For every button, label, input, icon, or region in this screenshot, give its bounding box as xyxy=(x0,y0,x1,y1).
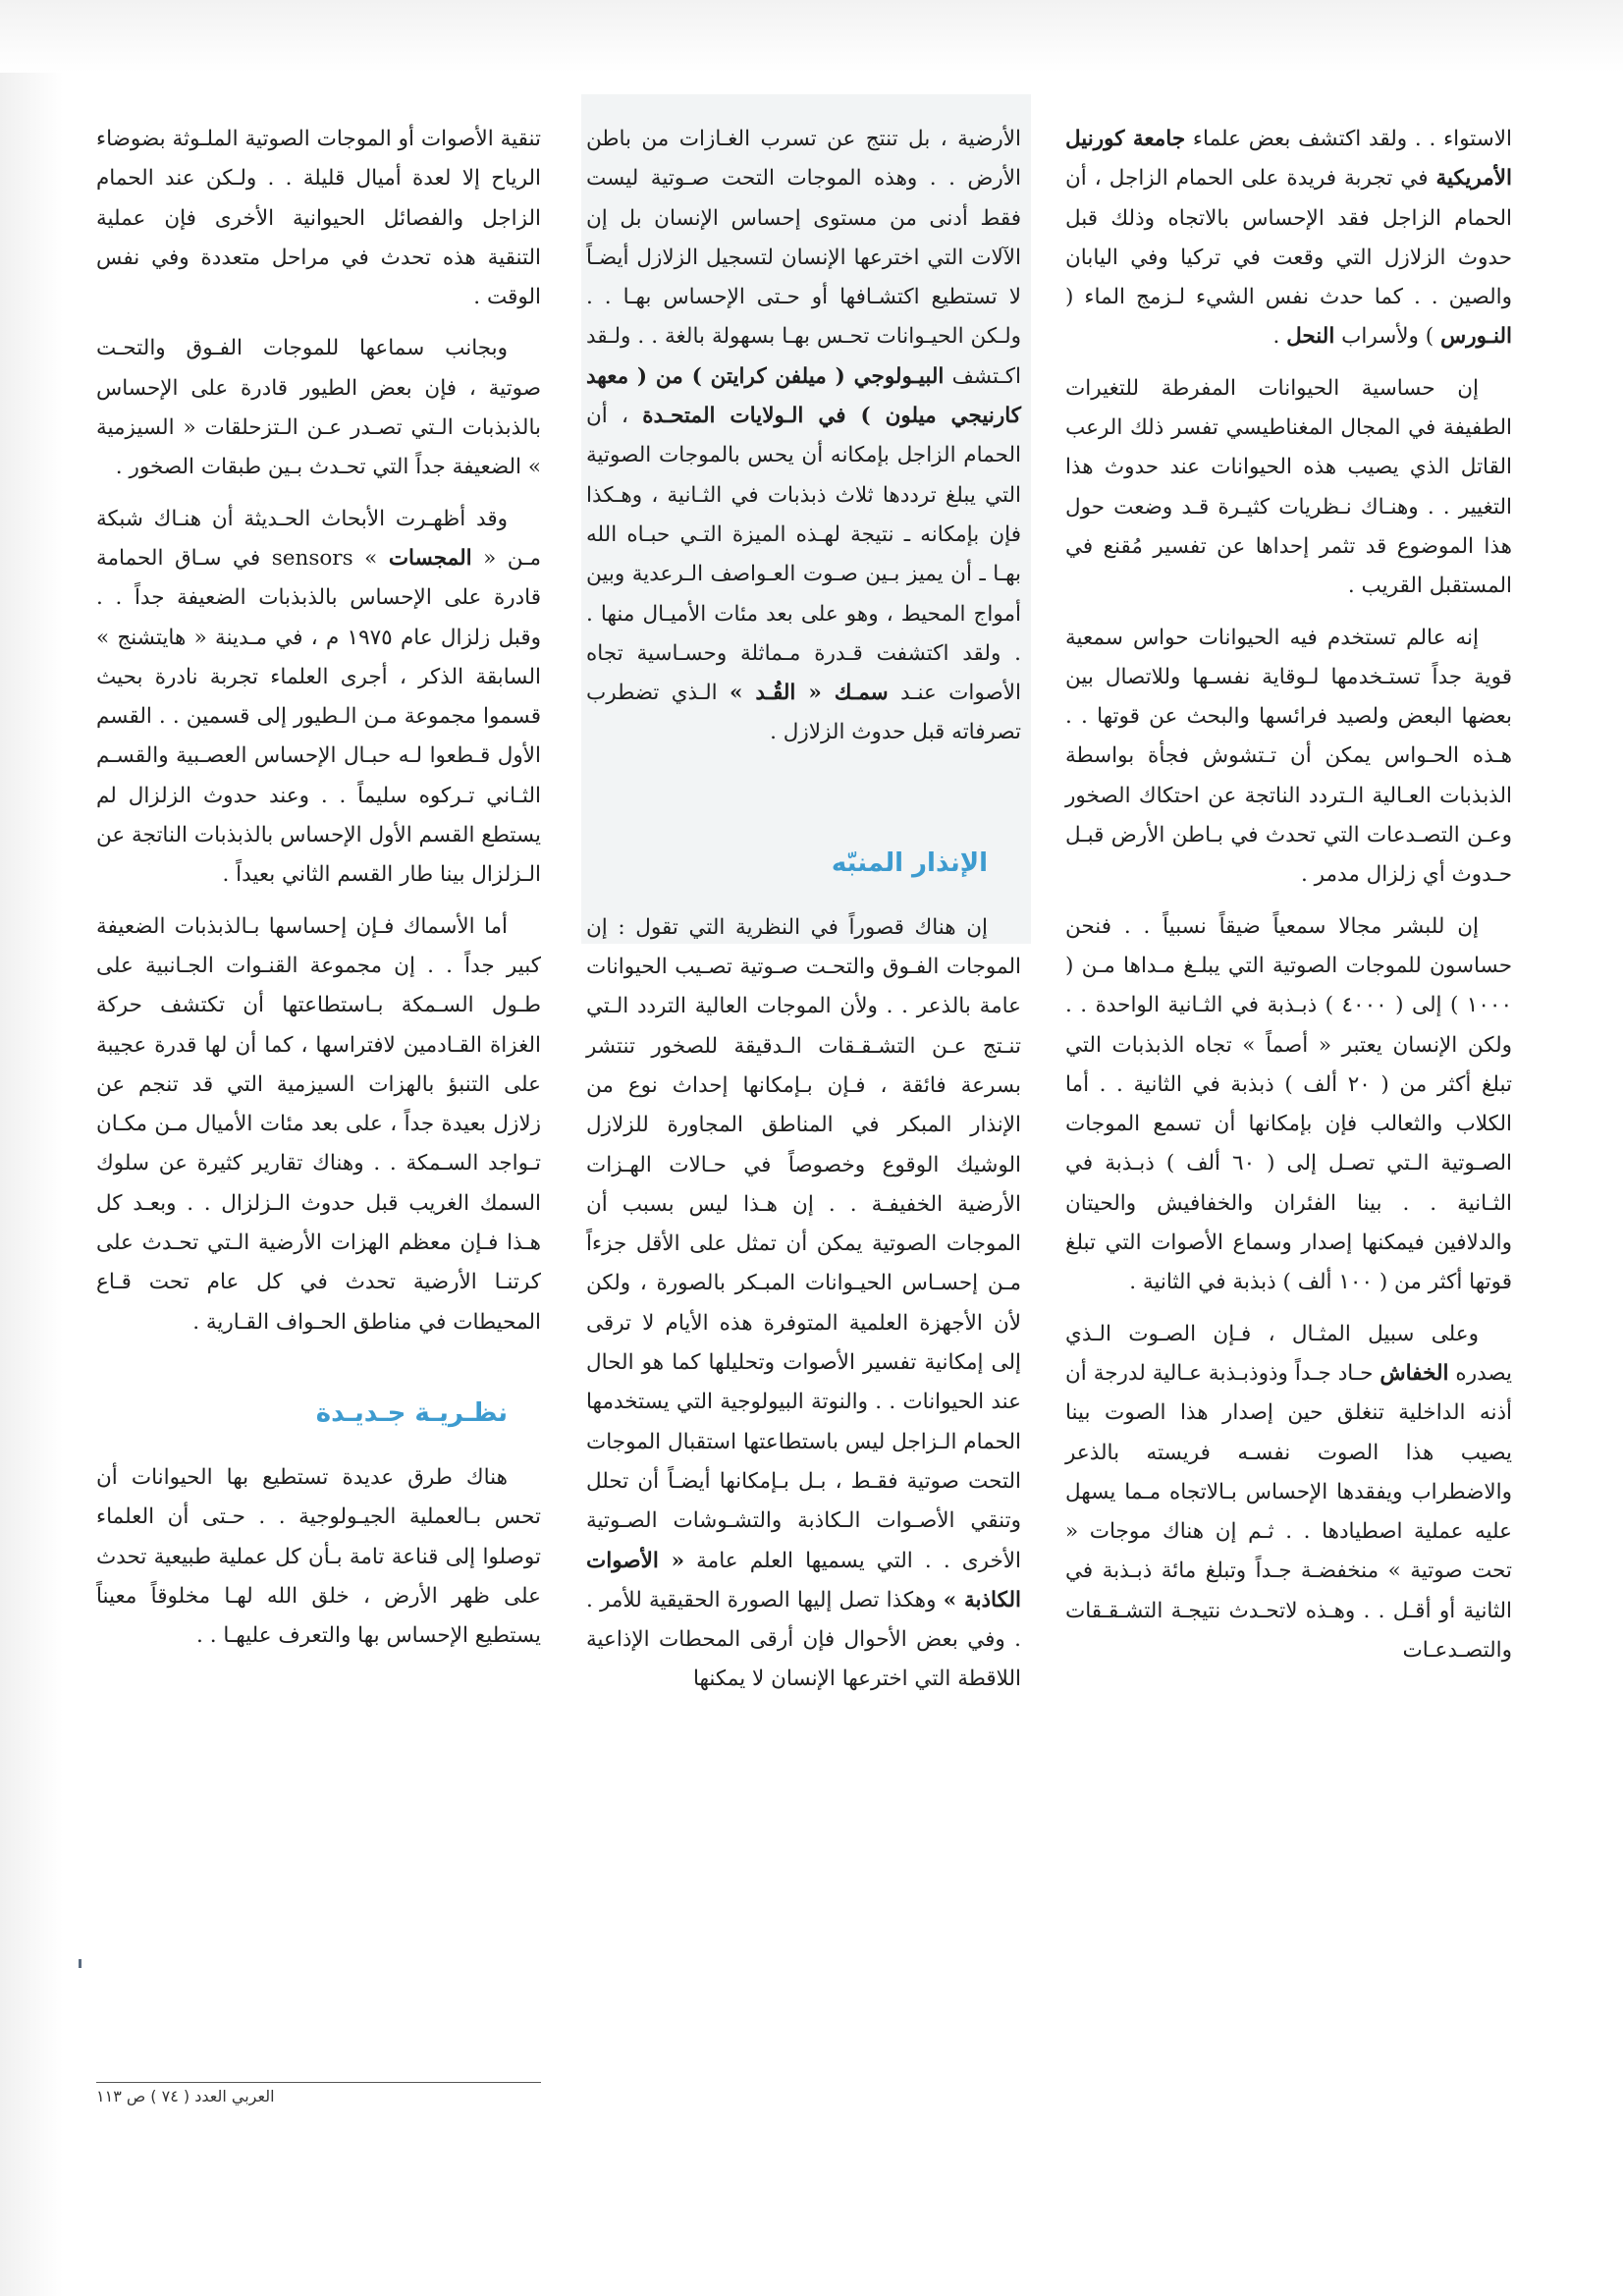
paragraph-text: ) ولأسراب xyxy=(1334,324,1440,350)
paragraph-text: الـذي تضطرب تصرفاته قبل حدوث الزلازل . xyxy=(586,681,1021,745)
paragraph-text: أما الأسماك فـإن إحساسها بـالذبذبات الضعيفة كبير جداً . . إن مجموعة القنـوات الجـانبية على طـول السـمكة بـاستطاعتها أن تكتشف حركة الغزاة القـادمين لافتراسها ، كما أن لها قدرة عجيبة على التنبؤ بالهزات السيزمية التي قد تنجم عن زلازل بعيدة جداً ، على بعد مئات الأميال مـن مكـان تـواجد السـمكة . . وهناك تقارير كثيرة عن سلوك السمك الغريب قبل حدوث الـزلزال . . وبعـد كل هـذا فـإن معظم الهزات الأرضية الـتي تحـدث على كرتنـا الأرضية تحدث في كل عام تحت قـاع المحيطات في مناطق الحـواف القـارية . xyxy=(96,913,541,1335)
emphasized-term: البيـولوجي ( ميلفن كرايتن ) من ( معهد كارنيجي ميلون ) في الـولايات المتحـدة xyxy=(586,363,1021,429)
article-paragraph xyxy=(96,500,541,896)
section-heading: نظـريـة جـديـدة xyxy=(315,1397,508,1428)
article-paragraph xyxy=(96,907,541,1342)
paragraph-text: تنقية الأصوات أو الموجات الصوتية الملـوثة بضوضاء الرياح إلا لعدة أميال قليلة . . ولـكن عند الحمام الزاجل والفصائل الحيوانية الأخرى فإن عملية التنقية هذه تحدث في مراحل متعددة وفي نفس الوقت . xyxy=(96,127,541,310)
article-paragraph xyxy=(1065,369,1512,607)
article-paragraph xyxy=(96,120,541,317)
emphasized-term: المجسات xyxy=(388,545,472,571)
emphasized-term: سمـك « القُـد » xyxy=(729,681,889,706)
scan-edge-top xyxy=(0,0,1623,73)
article-paragraph xyxy=(1065,120,1512,357)
article-column-right xyxy=(1065,120,1512,1670)
scan-edge-left xyxy=(0,0,63,2296)
article-paragraph xyxy=(96,1458,541,1656)
paragraph-text: وعلى سبيل المثـال ، فـإن الصـوت الـذي يصدره xyxy=(1065,1321,1512,1386)
paragraph-text: الأرضية ، بل تنتج عن تسرب الغـازات من باطن الأرض . . وهذه الموجات التحت صـوتية ليست فقط أدنى من مستوى إحساس الإنسان بل إن الآلات التي اخترعها الإنسان لتسجيل الزلازل أيضـاً لا تستطيع اكتشـافها أو حـتى الإحساس بهـا . . ولـكن الحيـوانات تحـس بهـا بسهولة بالغة . . ولـقد اكـتشف xyxy=(586,127,1022,389)
paragraph-text: إن للبشر مجالا سمعياً ضيقاً نسبياً . . فنحن حساسون للموجات الصوتية التي يبلـغ مـداها مـن ( ١٠٠٠ ) إلى ( ٤٠٠٠ ) ذبـذبة في الثـانية الواحدة . . ولكن الإنسان يعتبر « أصماً » تجاه الذبذبات التي تبلغ أكثر من ( ٢٠ ألف ) ذبذبة في الثانية . . أما الكلاب والثعالب فإن بإمكانها أن تسمع الموجات الصـوتية الـتي تصـل إلى ( ٦٠ ألف ) ذبـذبة في الثـانية . . بينا الفئران والخفافيش والحيتان والدلافين فيمكنها إصدار وسماع الأصوات التي تبلغ قوتها أكثر من ( ١٠٠ ألف ) ذبذبة في الثانية . xyxy=(1065,913,1513,1295)
article-paragraph xyxy=(586,120,1021,753)
page-footer xyxy=(96,2082,541,2111)
paragraph-text: . xyxy=(1272,324,1287,350)
paragraph-text: ، أن الحمام الزاجل بإمكانه أن يحس بالموجات الصوتية التي يبلغ ترددها ثلاث ذبذبات في الثـانية ، وهـكذا فإن بإمكانه ـ نتيجة لهـذه الميزة التـي حبـاه الله بهـا ـ أن يميز بـين صـوت العـواصف الـرعدية وبين أمواج المحيط ، وهو على بعد مئات الأميـال منها . . ولقد اكتشفت قـدرة مـماثلة وحسـاسية تجاه الأصوات عنـد xyxy=(586,404,1021,706)
section-heading: الإنذار المنبّه xyxy=(831,847,988,878)
paragraph-text: إنه عالم تستخدم فيه الحيوانات حواس سمعية قوية جداً تستـخدمها لـوقاية نفسـها وللاتصال بين بعضها البعض ولصيد فرائسها والبحث عن قوتها . . هـذه الحـواس يمكن أن تـتشوش فجأة بواسطة الذبذبات العـالية الـتردد الناتجة عن احتكاك الصخور وعـن التصـدعات التي تحدث في بـاطن الأرض قبـل حـدوث أي زلزال مدمر . xyxy=(1065,625,1512,888)
ink-mark xyxy=(79,1959,81,1968)
emphasized-term: النـورس xyxy=(1439,324,1512,350)
article-paragraph xyxy=(96,329,541,487)
article-paragraph xyxy=(1065,1315,1512,1671)
paragraph-text: في تجربة فريدة على الحمام الزاجل ، أن الحمام الزاجل فقد الإحساس بالاتجاه وذلك قبل حدوث الزلازل التي وقعت في تركيا وفي اليابان والصين . . كما حدث نفس الشيء لـزمج الماء ( xyxy=(1065,166,1512,310)
article-paragraph xyxy=(1065,619,1512,896)
paragraph-text: إن حساسية الحيوانات المفرطة للتغيرات الطفيفة في المجال المغناطيسي تفسر ذلك الرعب القاتل الذي يصيب هذه الحيوانات عند حدوث هذا التغيير . . وهنـاك نـظريات كثيـرة قـد وضعت حول هذا الموضوع قد تثمر إحداها عن تفسير مُقنع في المستقبل القريب . xyxy=(1065,375,1512,599)
paragraph-text: الاستواء . . ولقد اكتشف بعض علماء xyxy=(1185,127,1512,151)
emphasized-term: « الأصوات الكاذبة » xyxy=(586,1548,1021,1613)
paragraph-text: حـاد جـداً وذوذبـذبة عـالية لدرجة أن أذنه الداخلية تنغلق حين إصدار هذا الصوت بينا يصيب هذا الصوت نفسـه فريسته بالذعر والاضطراب ويفقدها الإحساس بـالاتجاه مـما يسهل عليه عملية اصطيادها . . ثـم إن هناك موجات « تحت صوتية » منخفضـة جـداً وتبلغ مائة ذبـذبة في الثانية أو أقـل . . وهـذه لاتحـدث نتيجـة التشـقـقات والتصـدعـات xyxy=(1065,1360,1512,1663)
footer-page-reference: العربي العدد ( ٧٤ ) ص ١١٣ xyxy=(96,2087,275,2105)
article-paragraph xyxy=(586,908,1021,1700)
emphasized-term: جامعة كورنيل الأمريكية xyxy=(1065,127,1512,191)
paragraph-text: وقد أظهـرت الأبحاث الحـديثة أن هنـاك شبكة مـن « xyxy=(96,506,541,571)
paragraph-text: هناك طرق عديدة تستطيع بها الحيوانات أن تحس بـالعملية الجيـولوجية . . حـتى أن العلماء توصلوا إلى قناعة تامة بـأن كل عملية طبيعية تحدث على ظهر الأرض ، خلق الله لهـا مخلوقاً معيناً يستطيع الإحساس بها والتعرف عليهـا . . xyxy=(96,1464,541,1649)
paragraph-text: إن هناك قصوراً في النظرية التي تقول : إن الموجات الفـوق والتحـت صـوتية تصـيب الحيوانات عامة بالذعر . . ولأن الموجات العالية التردد الـتي تنـتج عـن التشـقـقات الـدقيقة للصخور تنتشر بسرعة فائقة ، فـإن بـإمكانها إحداث نوع من الإنذار المبكر في المناطق المجاورة للزلازل الوشيك الوقوع وخصوصاً في حـالات الهـزات الأرضية الخفيفـة . . إن هـذا ليس بسبب أن الموجات الصوتية يمكن أن تمثل على الأقل جزءاً مـن إحسـاس الحيـوانات المبـكر بالصورة ، ولكن لأن الأجهزة العلمية المتوفرة هذه الأيام لا ترقى إلى إمكانية تفسير الأصوات وتحليلها كما هو الحال عند الحيوانات . . والنوتة البيولوجية التي يستخدمها الحمام الـزاجل ليس باستطاعتها استقبال الموجات التحت صوتية فقـط ، بـل بـإمكانها أيضـاً أن تحلل وتنقي الأصـوات الـكاذبة والتشـوشات الصـوتية الأخرى . . التي يسميها العلم عامة xyxy=(586,914,1021,1573)
emphasized-term: الخفاش xyxy=(1380,1360,1449,1386)
article-paragraph xyxy=(1065,907,1512,1303)
paragraph-text: وبجانب سماعها للموجات الفـوق والتحـت صوتية ، فإن بعض الطيور قادرة على الإحساس بالذبذبات الـتي تصـدر عـن الـتزحلقات « السيزمية » الضعيفة جداً التي تحـدث بـين طبقات الصخور . xyxy=(96,336,541,480)
article-column-middle xyxy=(586,120,1021,1700)
footer-rule xyxy=(96,2082,541,2083)
paragraph-text: » sensors في سـاق الحمامة قادرة على الإحساس بالذبذبات الضعيفة جداً . . وقبل زلزال عام ١٩٧٥ م ، في مـدينة « هايتشنج » السابقة الذكر ، أجرى العلماء تجربة نادرة بحيث قسموا مجموعة مـن الـطيور إلى قسمين . . القسم الأول قـطعوا لـه حبـال الإحساس العصـبية والقسـم الثـاني تـركوه سليماً . . وعند حدوث الزلزال لم يستطع القسم الأول الإحساس بالذبذبات الناتجة عن الـزلزال بينا طار القسم الثاني بعيداً . xyxy=(96,545,542,888)
emphasized-term: النحل xyxy=(1286,324,1335,350)
paragraph-text: وهكذا تصل إليها الصورة الحقيقية للأمر . . وفي بعض الأحوال فإن أرقى المحطات الإذاعية اللاقطة التي اخترعها الإنسان لا يمكنها xyxy=(586,1587,1021,1692)
article-column-left xyxy=(96,120,541,1656)
